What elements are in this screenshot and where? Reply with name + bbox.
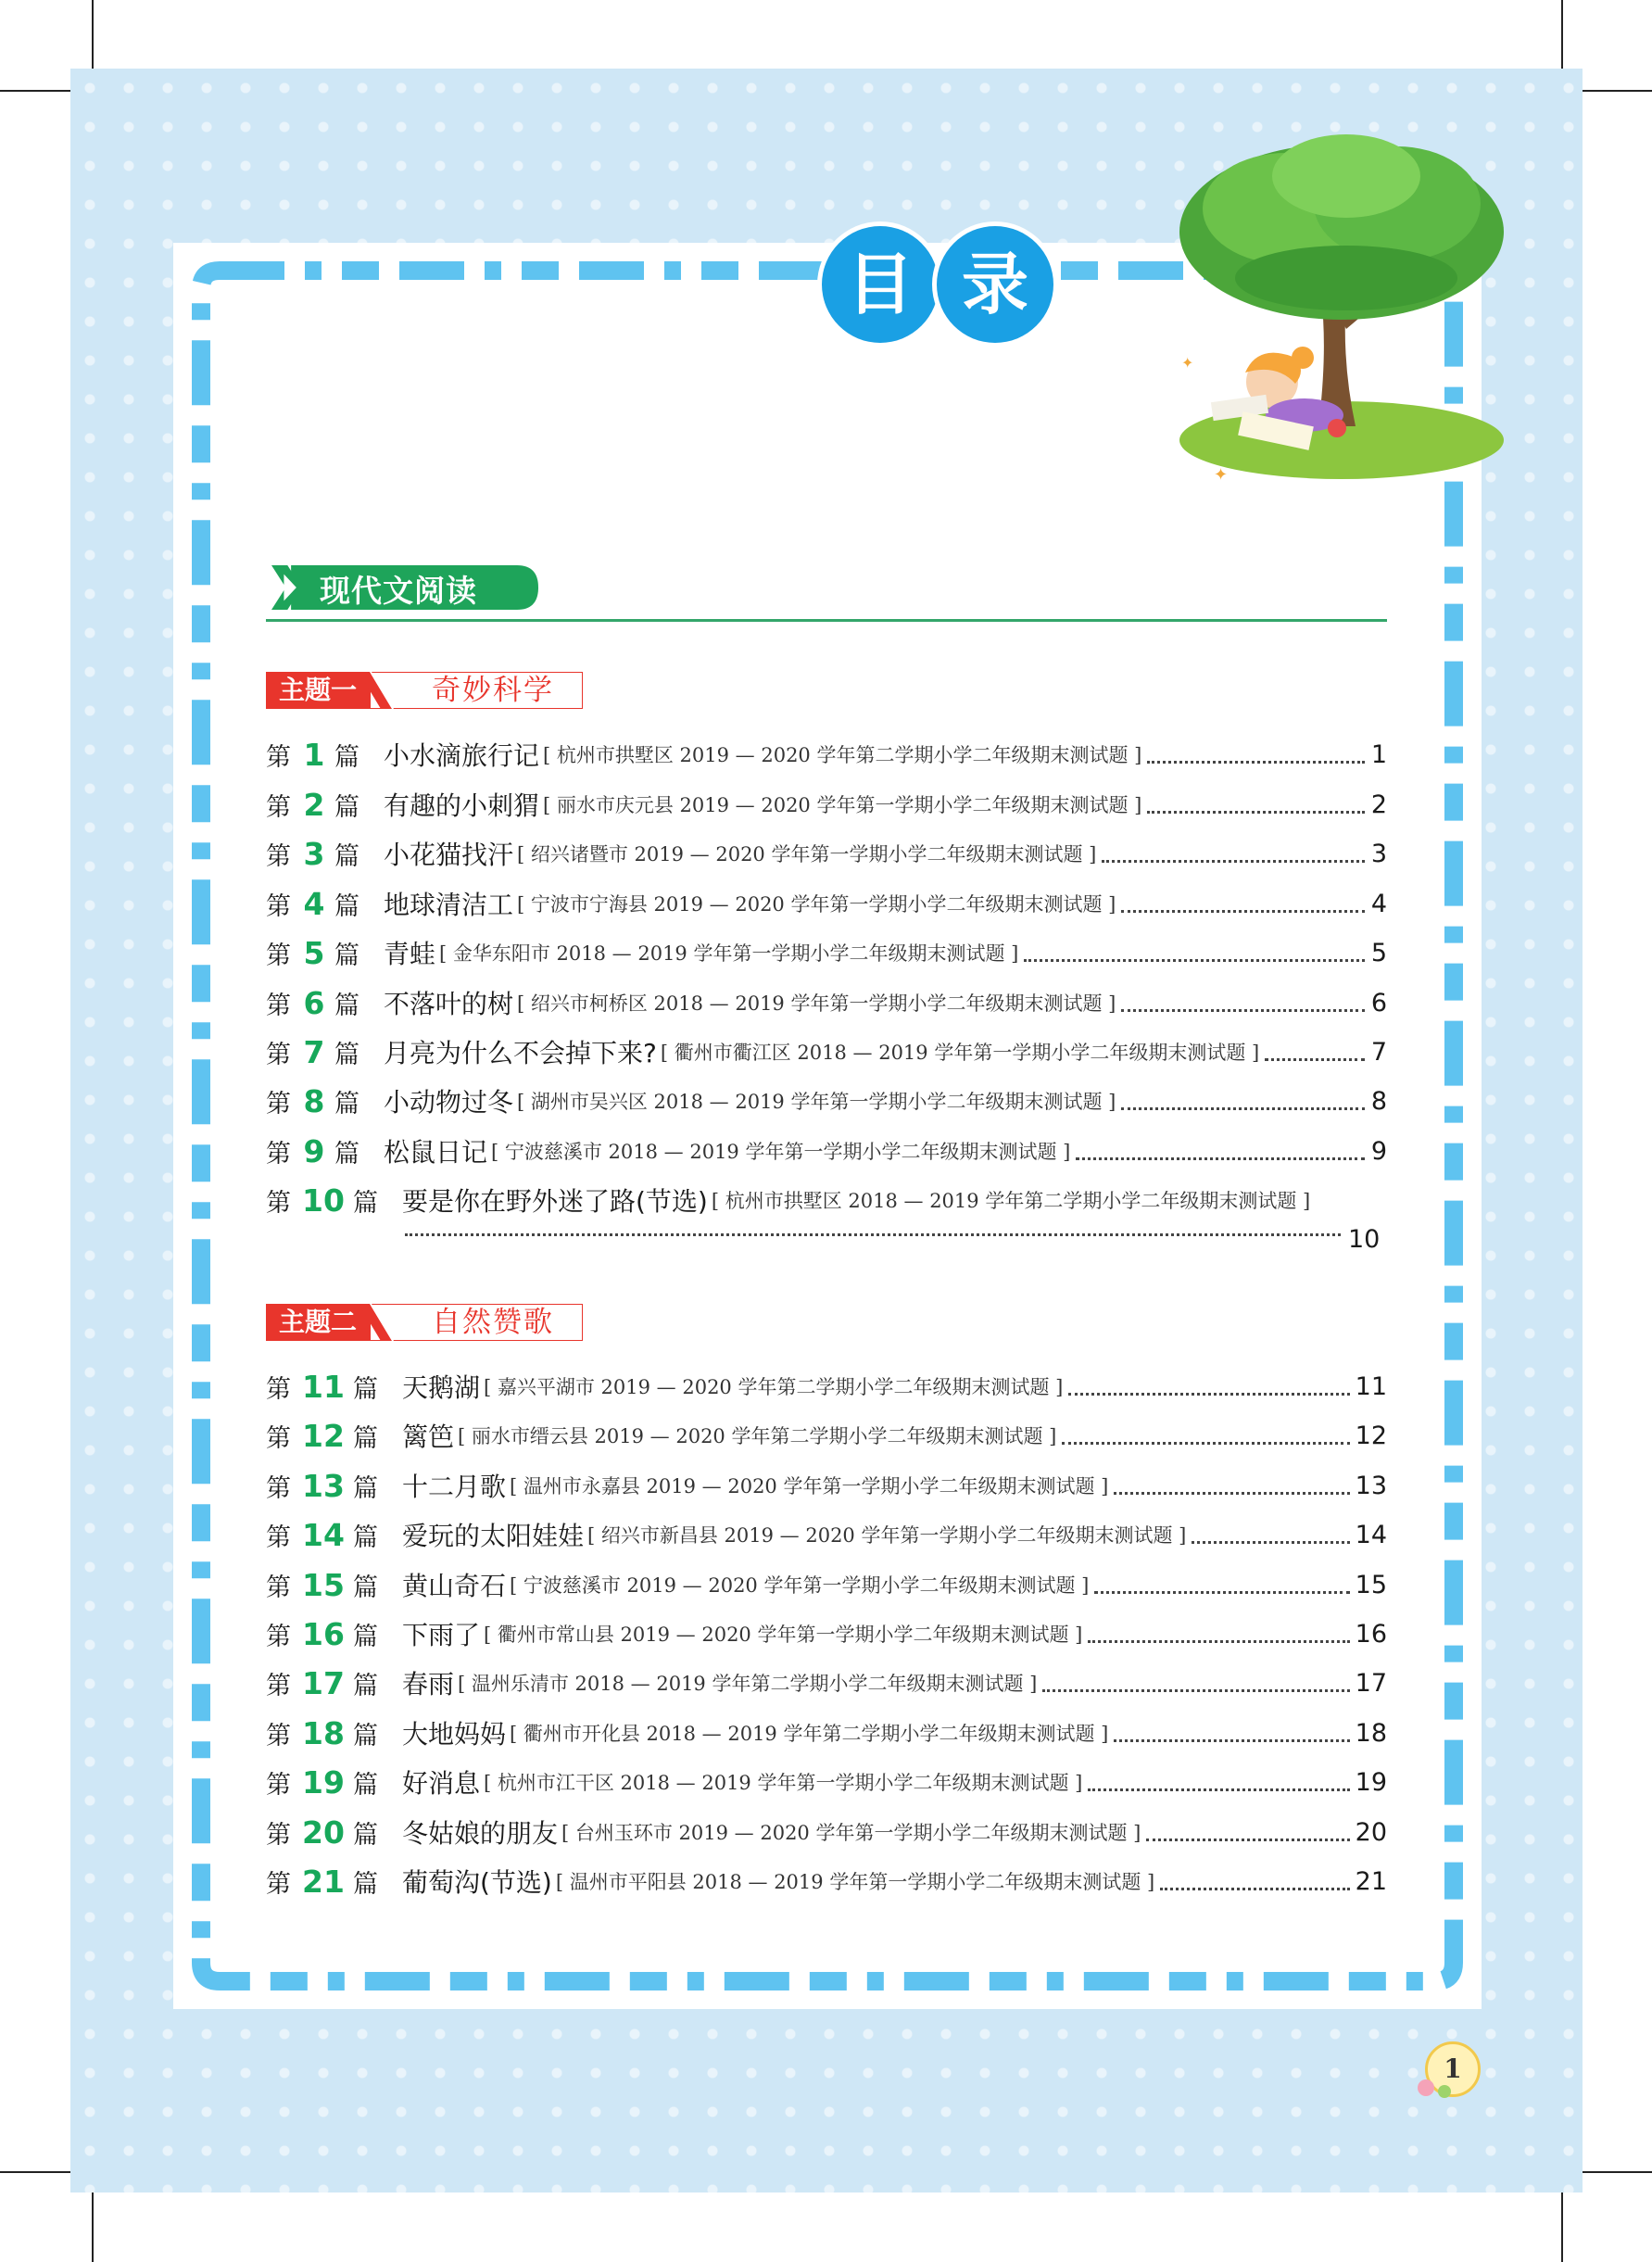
toc-entry[interactable] (266, 982, 1387, 1023)
entry-title: 小水滴旅行记 (384, 740, 540, 771)
theme-name: 奇妙科学 (370, 672, 583, 709)
entry-source: [ 温州市永嘉县 2019 — 2020 学年第一学期小学二年级期末测试题 ] (510, 1475, 1109, 1497)
leader-dots (1160, 1888, 1349, 1890)
entry-number: 6 (303, 984, 325, 1021)
entry-title: 松鼠日记 (384, 1137, 488, 1168)
entry-title: 冬姑娘的朋友 (402, 1818, 559, 1849)
entry-source: [ 丽水市缙云县 2019 — 2020 学年第二学期小学二年级期末测试题 ] (458, 1425, 1057, 1447)
leader-dots (1192, 1541, 1349, 1544)
entry-di: 第 (266, 1721, 291, 1750)
entry-pian: 篇 (334, 841, 359, 871)
entry-di: 第 (266, 1622, 291, 1651)
balloon-icon (1418, 2079, 1434, 2096)
entry-page: 11 (1355, 1371, 1387, 1401)
leader-dots (1147, 761, 1365, 764)
entry-title: 篱笆 (402, 1422, 455, 1452)
entry-di: 第 (266, 1423, 291, 1453)
entry-di: 第 (266, 1820, 291, 1850)
toc-entry[interactable] (266, 883, 1387, 924)
entry-pian: 篇 (353, 1770, 378, 1800)
entry-title: 有趣的小刺猬 (384, 790, 540, 821)
entry-number: 10 (302, 1182, 345, 1219)
entry-number: 21 (302, 1863, 345, 1900)
entry-number: 16 (302, 1615, 345, 1652)
leader-dots (1114, 1739, 1349, 1742)
entry-di: 第 (266, 1523, 291, 1552)
leader-dots (405, 1233, 1341, 1236)
toc-entry[interactable] (266, 734, 1387, 775)
butterfly-icon: ✦ (1214, 465, 1229, 485)
entry-pian: 篇 (353, 1721, 378, 1750)
entry-di: 第 (266, 1473, 291, 1503)
toc-entry[interactable] (266, 932, 1387, 973)
entry-page: 21 (1355, 1866, 1387, 1896)
entry-page: 20 (1355, 1817, 1387, 1847)
toc-entry[interactable] (266, 784, 1387, 825)
section-title: 现代文阅读 (320, 573, 477, 609)
entry-pian: 篇 (353, 1374, 378, 1404)
entry-di: 第 (266, 1139, 291, 1169)
toc-entry[interactable] (266, 1180, 1387, 1220)
entry-page: 2 (1370, 790, 1387, 819)
balloon-icon (1438, 2085, 1451, 2098)
toc-entry[interactable] (266, 1712, 1387, 1753)
entry-page: 18 (1355, 1718, 1387, 1748)
entry-pian: 篇 (353, 1473, 378, 1503)
toc-entry[interactable] (266, 1366, 1387, 1407)
entry-number: 5 (303, 934, 325, 971)
entry-source: [ 衢州市开化县 2018 — 2019 学年第二学期小学二年级期末测试题 ] (510, 1723, 1109, 1745)
leader-dots (1121, 1107, 1365, 1110)
toc-entry[interactable] (266, 1080, 1387, 1121)
entry-pian: 篇 (353, 1869, 378, 1899)
entry-number: 18 (302, 1714, 345, 1751)
entry-number: 3 (303, 835, 325, 872)
entry-di: 第 (266, 1770, 291, 1800)
entry-source: [ 绍兴诸暨市 2019 — 2020 学年第一学期小学二年级期末测试题 ] (517, 843, 1097, 866)
entry-pian: 篇 (334, 991, 359, 1020)
entry-di: 第 (266, 1573, 291, 1602)
entry-source: [ 杭州市拱墅区 2019 — 2020 学年第二学期小学二年级期末测试题 ] (543, 744, 1142, 766)
entry-title: 不落叶的树 (384, 989, 514, 1019)
entry-source: [ 绍兴市柯桥区 2018 — 2019 学年第一学期小学二年级期末测试题 ] (517, 992, 1116, 1015)
toc-entry[interactable] (266, 1564, 1387, 1605)
entry-di: 第 (266, 1040, 291, 1069)
entry-number: 7 (303, 1033, 325, 1070)
entry-pian: 篇 (353, 1423, 378, 1453)
leader-dots (1088, 1788, 1349, 1791)
entry-pian: 篇 (353, 1622, 378, 1651)
entry-title: 天鹅湖 (402, 1372, 481, 1403)
entry-source: [ 宁波慈溪市 2018 — 2019 学年第一学期小学二年级期末测试题 ] (491, 1141, 1071, 1163)
entry-title: 要是你在野外迷了路(节选) (402, 1186, 708, 1217)
leader-dots (1121, 1009, 1365, 1012)
entry-source: [ 台州玉环市 2019 — 2020 学年第一学期小学二年级期末测试题 ] (561, 1822, 1141, 1844)
entry-number: 13 (302, 1467, 345, 1504)
entry-number: 11 (302, 1368, 345, 1405)
entry-page: 19 (1355, 1767, 1387, 1797)
entry-title: 下雨了 (402, 1620, 481, 1650)
entry-di: 第 (266, 941, 291, 970)
toc-entry[interactable] (266, 1613, 1387, 1654)
entry-title: 爱玩的太阳娃娃 (402, 1521, 585, 1551)
entry-di: 第 (266, 1089, 291, 1118)
crop-mark (92, 2192, 94, 2262)
tree-illustration (1156, 120, 1527, 500)
entry-di: 第 (266, 1869, 291, 1899)
entry-source: [ 杭州市江干区 2018 — 2019 学年第一学期小学二年级期末测试题 ] (484, 1772, 1083, 1794)
entry-pian: 篇 (334, 941, 359, 970)
toc-entry[interactable] (266, 1131, 1387, 1171)
entry-pian: 篇 (334, 792, 359, 822)
entry-number: 19 (302, 1763, 345, 1801)
leader-dots (1088, 1640, 1349, 1643)
butterfly-icon: ✦ (1181, 354, 1194, 372)
entry-title: 黄山奇石 (402, 1571, 507, 1601)
entry-source: [ 绍兴市新昌县 2019 — 2020 学年第一学期小学二年级期末测试题 ] (587, 1524, 1187, 1547)
entry-title: 小动物过冬 (384, 1087, 514, 1118)
entry-pian: 篇 (334, 742, 359, 772)
entry-source: [ 宁波市宁海县 2019 — 2020 学年第一学期小学二年级期末测试题 ] (517, 893, 1116, 916)
leader-dots (1042, 1689, 1349, 1692)
leader-dots (1062, 1442, 1349, 1445)
toc-entry[interactable] (266, 1465, 1387, 1506)
leader-dots (1094, 1591, 1349, 1594)
entry-page: 9 (1370, 1136, 1387, 1166)
entry-source: [ 金华东阳市 2018 — 2019 学年第一学期小学二年级期末测试题 ] (439, 942, 1019, 965)
entry-di: 第 (266, 792, 291, 822)
entry-pian: 篇 (334, 891, 359, 921)
toc-entry[interactable] (266, 1514, 1387, 1555)
entry-pian: 篇 (334, 1139, 359, 1169)
toc-entry[interactable] (266, 1762, 1387, 1802)
entry-number: 15 (302, 1566, 345, 1603)
theme-name: 自然赞歌 (370, 1304, 583, 1341)
leader-dots (1068, 1393, 1349, 1396)
theme-divider (359, 1304, 396, 1341)
entry-source: [ 丽水市庆元县 2019 — 2020 学年第一学期小学二年级期末测试题 ] (543, 794, 1142, 816)
crop-mark (92, 0, 94, 69)
entry-di: 第 (266, 1374, 291, 1404)
entry-page: 12 (1355, 1421, 1387, 1450)
entry-page: 3 (1370, 839, 1387, 868)
entry-title: 青蛙 (384, 939, 436, 969)
entry-pian: 篇 (353, 1188, 378, 1218)
leader-dots (1114, 1492, 1349, 1495)
entry-title: 月亮为什么不会掉下来? (384, 1038, 657, 1068)
entry-source: [ 宁波慈溪市 2019 — 2020 学年第一学期小学二年级期末测试题 ] (510, 1574, 1090, 1597)
entry-number: 20 (302, 1813, 345, 1851)
entry-source: [ 湖州市吴兴区 2018 — 2019 学年第一学期小学二年级期末测试题 ] (517, 1091, 1116, 1113)
leader-dots (1024, 959, 1365, 962)
entry-source: [ 温州市平阳县 2018 — 2019 学年第一学期小学二年级期末测试题 ] (555, 1871, 1155, 1893)
toc-entry[interactable] (266, 1415, 1387, 1456)
entry-number: 17 (302, 1664, 345, 1701)
leader-dots (1121, 910, 1365, 913)
entry-number: 12 (302, 1417, 345, 1454)
title-char-2: 录 (937, 226, 1053, 343)
toc-entry[interactable] (266, 1812, 1387, 1852)
crop-mark (1561, 0, 1563, 69)
entry-page: 15 (1355, 1570, 1387, 1599)
entry-page: 16 (1355, 1619, 1387, 1649)
entry-source: [ 衢州市衢江区 2018 — 2019 学年第一学期小学二年级期末测试题 ] (660, 1042, 1260, 1064)
entry-source: [ 温州乐清市 2018 — 2019 学年第二学期小学二年级期末测试题 ] (458, 1673, 1038, 1695)
entry-number: 2 (303, 786, 325, 823)
leader-dots (1102, 860, 1365, 863)
entry-di: 第 (266, 841, 291, 871)
entry-page: 4 (1370, 889, 1387, 918)
crop-mark (1561, 2192, 1563, 2262)
toc-entry[interactable] (266, 1031, 1387, 1072)
entry-page: 5 (1370, 938, 1387, 967)
leader-dots (1076, 1157, 1365, 1160)
entry-pian: 篇 (353, 1573, 378, 1602)
crop-mark (1583, 90, 1652, 92)
entry-di: 第 (266, 1671, 291, 1700)
theme-tag: 主题一 (266, 672, 370, 709)
entry-page: 13 (1355, 1471, 1387, 1500)
toc-entry[interactable] (266, 833, 1387, 874)
entry-source: [ 嘉兴平湖市 2019 — 2020 学年第二学期小学二年级期末测试题 ] (484, 1376, 1064, 1398)
crop-mark (1583, 2171, 1652, 2173)
page-number: 1 (1425, 2041, 1481, 2097)
entry-title: 地球清洁工 (384, 890, 514, 920)
toc-entry[interactable] (266, 1861, 1387, 1902)
entry-number: 14 (302, 1516, 345, 1553)
crop-mark (0, 90, 70, 92)
entry-pian: 篇 (334, 1089, 359, 1118)
entry-page: 6 (1370, 988, 1387, 1017)
entry-page: 1 (1370, 739, 1387, 769)
entry-di: 第 (266, 742, 291, 772)
entry-page: 7 (1370, 1037, 1387, 1067)
entry-title: 葡萄沟(节选) (402, 1867, 552, 1898)
entry-number: 1 (303, 736, 325, 773)
leader-dots (1147, 811, 1365, 814)
leader-dots (1146, 1839, 1349, 1841)
crop-mark (0, 2171, 70, 2173)
entry-source: [ 杭州市拱墅区 2018 — 2019 学年第二学期小学二年级期末测试题 ] (711, 1190, 1311, 1212)
entry-number: 4 (303, 885, 325, 922)
entry-title: 春雨 (402, 1669, 455, 1700)
entry-title: 好消息 (402, 1768, 481, 1799)
entry-pian: 篇 (353, 1820, 378, 1850)
entry-pian: 篇 (353, 1671, 378, 1700)
entry-pian: 篇 (334, 1040, 359, 1069)
entry-number: 9 (303, 1132, 325, 1169)
entry-page: 8 (1370, 1086, 1387, 1116)
entry-source: [ 衢州市常山县 2019 — 2020 学年第一学期小学二年级期末测试题 ] (484, 1624, 1083, 1646)
entry-page: 17 (1355, 1668, 1387, 1698)
entry-di: 第 (266, 991, 291, 1020)
section-underline (266, 619, 1387, 622)
title-char-1: 目 (822, 226, 939, 343)
entry-di: 第 (266, 891, 291, 921)
entry-number: 8 (303, 1082, 325, 1119)
entry-di: 第 (266, 1188, 291, 1218)
entry-title: 小花猫找汗 (384, 840, 514, 870)
leader-dots (1265, 1058, 1365, 1061)
entry-page: 14 (1355, 1520, 1387, 1549)
theme-divider (359, 672, 396, 709)
entry-page: 10 (1348, 1225, 1381, 1254)
entry-pian: 篇 (353, 1523, 378, 1552)
entry-title: 大地妈妈 (402, 1719, 507, 1750)
theme-tag: 主题二 (266, 1304, 370, 1341)
entry-title: 十二月歌 (402, 1472, 507, 1502)
toc-entry[interactable] (266, 1662, 1387, 1703)
